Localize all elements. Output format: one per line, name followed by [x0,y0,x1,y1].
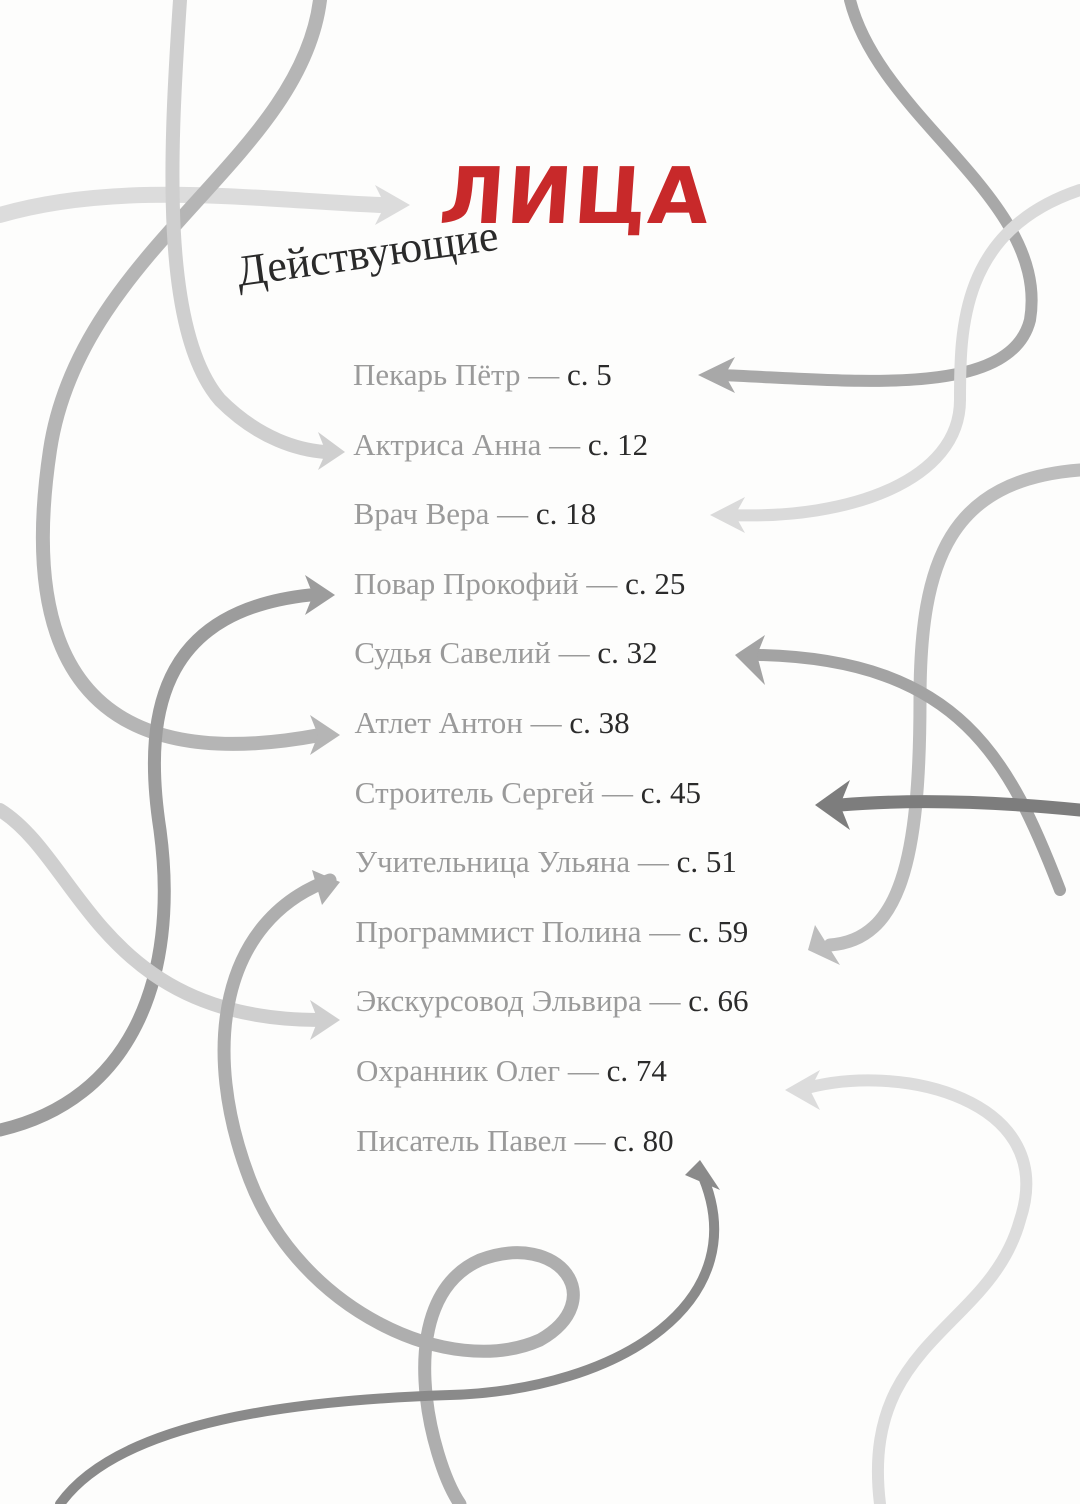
page-reference: с. 18 [535,496,597,532]
arrow-line [830,470,1080,945]
separator-dash: — [550,635,598,671]
separator-dash: — [489,496,536,532]
arrow-line [800,1080,1026,1504]
separator-dash: — [641,983,689,1019]
character-name: Писатель Павел [356,1122,567,1158]
page-reference: с. 32 [597,635,658,671]
separator-dash: — [566,1122,614,1158]
arrow-line [43,0,320,744]
separator-dash: — [630,844,677,880]
separator-dash: — [560,1052,607,1088]
character-entry [353,352,749,422]
character-name: Врач Вера [353,496,490,532]
page-reference: с. 38 [569,704,630,740]
separator-dash: — [578,565,626,601]
character-name: Охранник Олег [356,1052,561,1088]
page-reference: с. 25 [625,565,686,601]
separator-dash: — [522,704,570,740]
character-name: Судья Савелий [354,635,551,671]
page-reference: с. 59 [688,913,749,949]
arrow-line [720,0,1032,381]
title-main: ЛИЦА [436,152,714,242]
page-reference: с. 66 [688,983,749,1019]
page-reference: с. 5 [566,357,612,392]
character-entry [353,909,749,979]
character-entry [353,770,749,840]
separator-dash: — [520,357,567,392]
page-reference: с. 51 [676,844,737,880]
page-reference: с. 80 [613,1122,674,1158]
character-name: Учительница Ульяна [355,844,631,880]
separator-dash: — [641,913,689,949]
character-list [353,352,749,1187]
page-reference: с. 12 [587,426,649,462]
character-name: Актриса Анна [353,426,542,462]
page-reference: с. 45 [640,774,701,810]
title-sub: Действующие [233,210,502,296]
character-entry [353,422,749,492]
character-entry [353,700,749,770]
arrow-line [840,802,1080,810]
character-entry [353,1048,749,1118]
character-entry [353,978,749,1048]
character-name: Экскурсовод Эльвира [355,983,642,1019]
page-reference: с. 74 [606,1052,667,1088]
character-entry [353,561,749,631]
character-entry [353,630,749,700]
character-name: Программист Полина [355,913,642,949]
character-name: Повар Прокофий [353,565,579,601]
separator-dash: — [594,774,641,810]
separator-dash: — [541,426,588,462]
character-entry [353,1118,749,1188]
character-name: Атлет Антон [354,704,523,740]
character-name: Строитель Сергей [354,774,595,810]
character-name: Пекарь Пётр [353,357,521,392]
character-entry [353,839,749,909]
arrow-line [730,190,1080,515]
character-entry [353,491,749,561]
arrow-line [60,1170,714,1504]
